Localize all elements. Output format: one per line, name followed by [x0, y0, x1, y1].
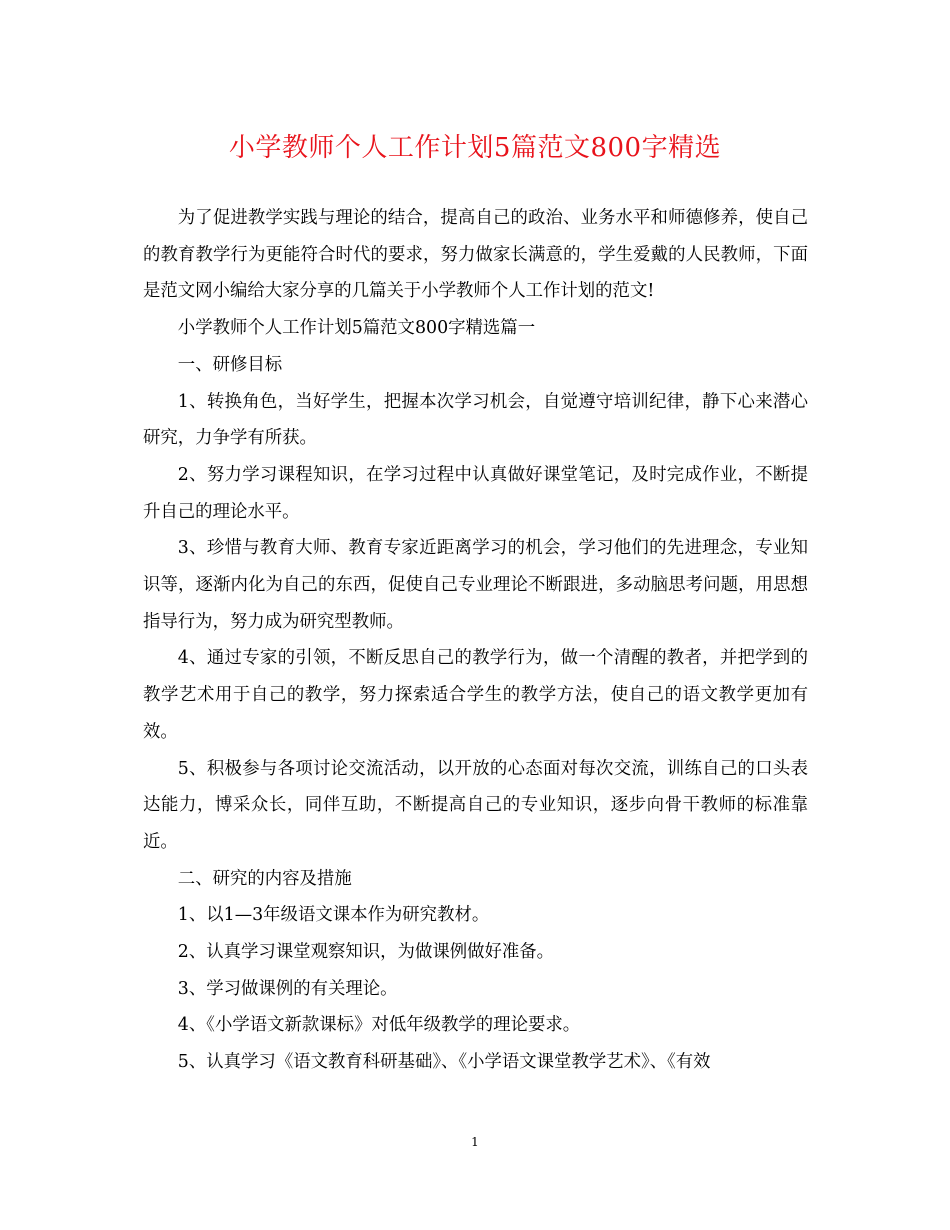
goal-item-2: 2、努力学习课程知识，在学习过程中认真做好课堂笔记，及时完成作业，不断提升自己的理论水平。 [143, 464, 808, 522]
measure-item-2: 2、认真学习课堂观察知识，为做课例做好准备。 [177, 942, 555, 963]
section-heading: 小学教师个人工作计划5篇范文800字精选篇一 [177, 318, 536, 339]
intro-paragraph: 为了促进教学实践与理论的结合，提高自己的政治、业务水平和师德修养，使自己的教育教学行为更能符合时代的要求，努力做家长满意的，学生爱戴的人民教师，下面是范文网小编给大家分享的几篇关于小学教师个人工作计划的范文! [143, 208, 808, 302]
goal-item-3: 3、珍惜与教育大师、教育专家近距离学习的机会，学习他们的先进理念，专业知识等，逐渐内化为自己的东西，促使自己专业理论不断跟进，多动脑思考问题，用思想指导行为，努力成为研究型教师。 [143, 538, 808, 632]
goal-item-4: 4、通过专家的引领，不断反思自己的教学行为，做一个清醒的教者，并把学到的教学艺术用于自己的教学，努力探索适合学生的教学方法，使自己的语文教学更加有效。 [143, 648, 808, 742]
document-title: 小学教师个人工作计划5篇范文800字精选 [228, 133, 722, 163]
document-body [143, 200, 808, 1081]
measure-item-3: 3、学习做课例的有关理论。 [177, 978, 398, 999]
subheading-research-goals: 一、研修目标 [177, 354, 283, 375]
page-number: 1 [471, 1135, 479, 1149]
subheading-content-measures: 二、研究的内容及措施 [177, 868, 352, 889]
measure-item-4: 4、《小学语文新款课标》对低年级教学的理论要求。 [177, 1015, 581, 1036]
goal-item-5: 5、积极参与各项讨论交流活动，以开放的心态面对每次交流，训练自己的口头表达能力，博采众长，同伴互助，不断提高自己的专业知识，逐步向骨干教师的标准靠近。 [143, 758, 808, 852]
measure-item-1: 1、以1—3年级语文课本作为研究教材。 [177, 905, 490, 926]
measure-item-5: 5、认真学习《语文教育科研基础》、《小学语文课堂教学艺术》、《有效 [177, 1052, 711, 1073]
goal-item-1: 1、转换角色，当好学生，把握本次学习机会，自觉遵守培训纪律，静下心来潜心研究，力争学有所获。 [143, 391, 808, 449]
